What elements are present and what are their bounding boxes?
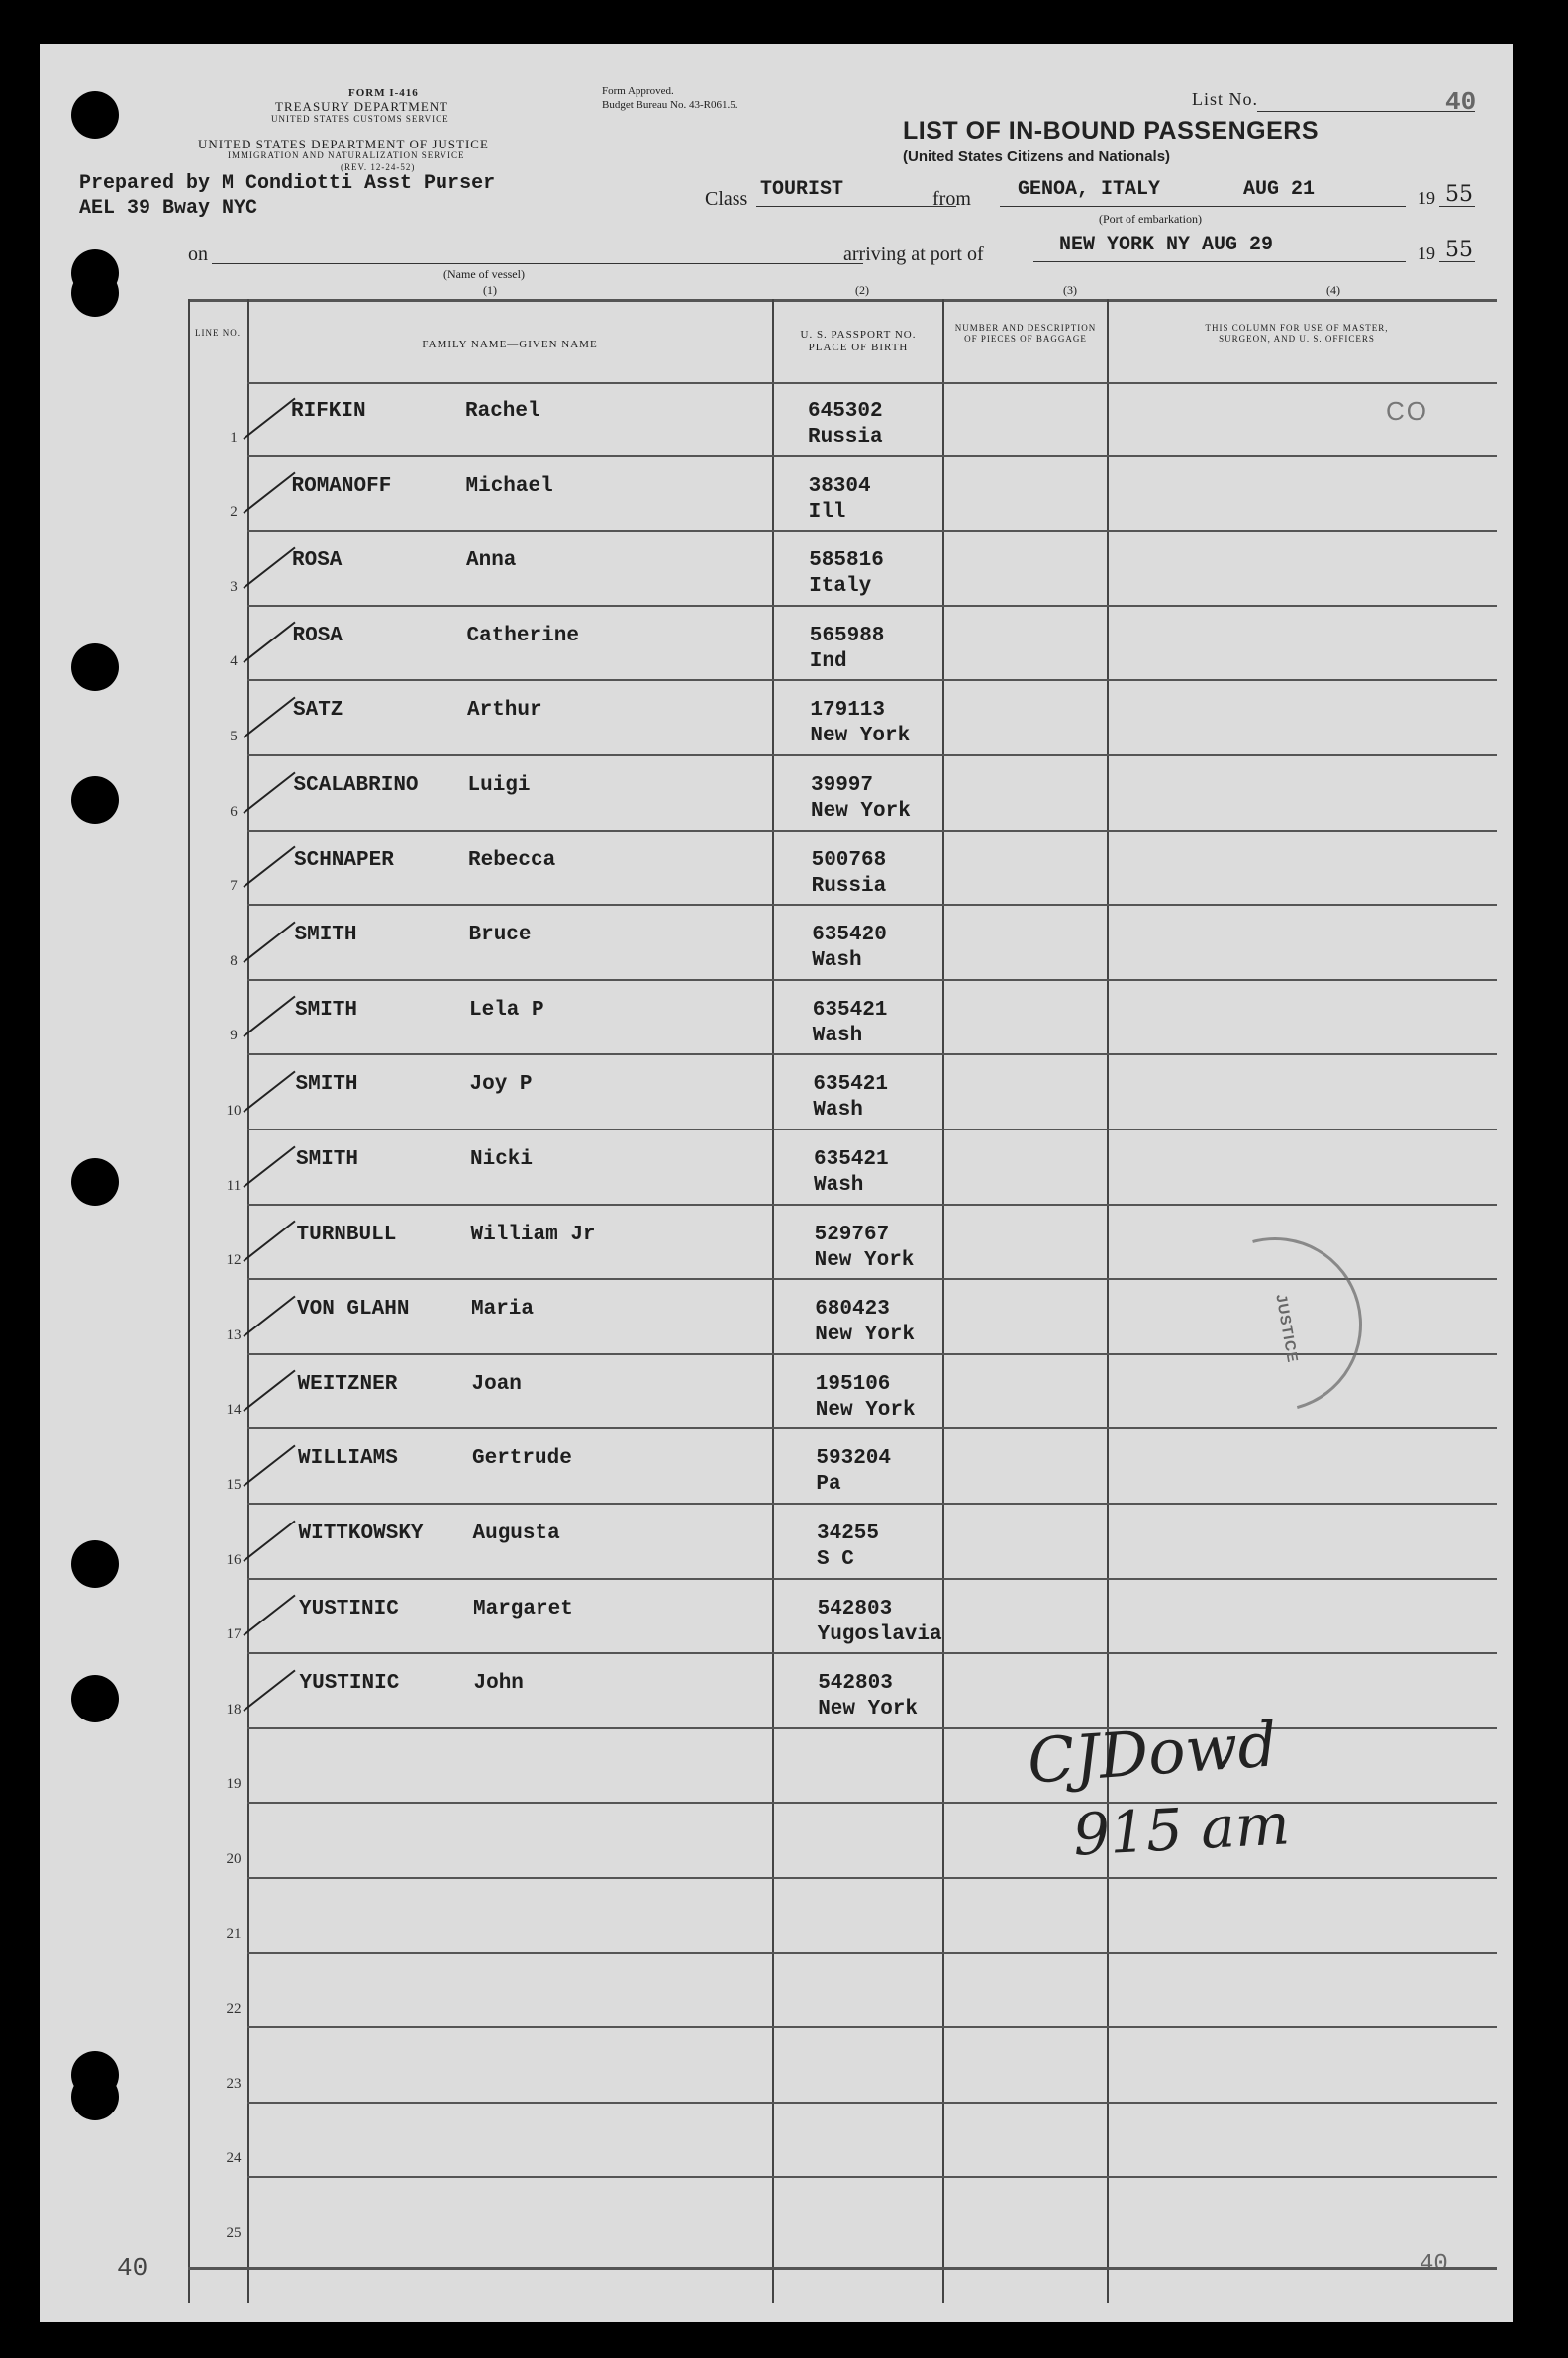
customs-label: UNITED STATES CUSTOMS SERVICE <box>271 114 449 124</box>
given-name: Maria <box>471 1298 535 1321</box>
line-number: 22 <box>226 2001 242 2016</box>
line-number: 4 <box>230 653 238 669</box>
check-mark <box>243 1445 295 1487</box>
family-name: YUSTINIC <box>299 1598 399 1621</box>
line-number: 17 <box>226 1626 242 1642</box>
table-top-border <box>188 299 1497 302</box>
row-divider <box>247 1503 1497 1505</box>
header-passport: U. S. PASSPORT NO. PLACE OF BIRTH <box>800 329 917 353</box>
given-name: John <box>473 1672 524 1695</box>
line-number: 7 <box>230 878 238 894</box>
line-number: 21 <box>226 1926 242 1942</box>
check-mark <box>243 398 295 440</box>
row-divider <box>247 1053 1497 1055</box>
ins-label: IMMIGRATION AND NATURALIZATION SERVICE <box>228 150 465 160</box>
place-of-birth: Russia <box>808 426 883 448</box>
row-divider <box>247 455 1497 457</box>
page-number-left: 40 <box>117 2253 148 2283</box>
passport-number: 529767 <box>814 1224 890 1246</box>
row-divider <box>247 2102 1497 2104</box>
passport-number: 195106 <box>815 1373 891 1396</box>
document-page <box>40 44 1513 2322</box>
passport-number: 542803 <box>817 1598 893 1621</box>
binder-hole <box>71 643 119 691</box>
check-mark <box>243 1146 295 1188</box>
column-4-label: (4) <box>1326 283 1340 297</box>
list-no-value: 40 <box>1445 87 1477 117</box>
line-number: 24 <box>226 2150 242 2166</box>
check-mark <box>243 1071 295 1113</box>
justice-stamp <box>1156 1206 1394 1443</box>
binder-hole <box>71 1540 119 1588</box>
check-mark <box>243 1221 295 1262</box>
family-name: ROSA <box>292 625 343 647</box>
passport-number: 635420 <box>812 924 887 946</box>
given-name: Joy P <box>469 1073 533 1096</box>
class-value: TOURIST <box>760 178 844 201</box>
line-number: 16 <box>226 1552 242 1568</box>
place-of-birth: Yugoslavia <box>817 1623 942 1646</box>
check-mark <box>243 996 295 1037</box>
place-of-birth: New York <box>815 1324 916 1346</box>
family-name: VON GLAHN <box>297 1298 410 1321</box>
row-divider <box>247 605 1497 607</box>
line-number: 5 <box>230 729 238 744</box>
name-divider <box>772 299 774 2303</box>
given-name: Catherine <box>466 625 579 647</box>
place-of-birth: Pa <box>816 1473 841 1496</box>
binder-hole <box>71 776 119 824</box>
year2-underline <box>1439 261 1475 262</box>
treasury-label: TREASURY DEPARTMENT <box>275 99 449 114</box>
form-approved: Form Approved. <box>602 85 674 97</box>
given-name: Anna <box>466 549 517 572</box>
header-baggage: NUMBER AND DESCRIPTION OF PIECES OF BAGGAGE <box>954 323 1097 344</box>
check-mark <box>243 1296 295 1337</box>
check-mark <box>243 1670 295 1712</box>
year-prefix: 19 <box>1418 188 1435 208</box>
check-mark <box>243 1595 295 1636</box>
row-divider <box>247 530 1497 532</box>
arriving-underline <box>1033 261 1406 262</box>
line-number: 25 <box>226 2225 242 2241</box>
family-name: SMITH <box>294 924 357 946</box>
from-underline <box>1000 206 1406 207</box>
row-divider <box>247 1727 1497 1729</box>
given-name: Margaret <box>473 1598 573 1621</box>
place-of-birth: New York <box>815 1399 916 1422</box>
given-name: Lela P <box>469 999 544 1022</box>
passport-number: 635421 <box>812 999 888 1022</box>
place-of-birth: Ill <box>808 501 846 524</box>
row-divider <box>247 1652 1497 1654</box>
check-mark <box>243 922 295 963</box>
header-line-no: LINE NO. <box>195 328 241 338</box>
binder-hole <box>71 91 119 139</box>
family-name: WITTKOWSKY <box>298 1523 424 1545</box>
vessel-underline <box>212 263 863 264</box>
given-name: Bruce <box>468 924 532 946</box>
family-name: SCHNAPER <box>294 849 394 872</box>
column-2-label: (2) <box>855 283 869 297</box>
passport-number: 39997 <box>811 774 874 797</box>
passport-number: 34255 <box>817 1523 880 1545</box>
row-divider <box>247 679 1497 681</box>
place-of-birth: Ind <box>809 650 847 673</box>
arriving-value: NEW YORK NY AUG 29 <box>1059 234 1274 256</box>
place-of-birth: Wash <box>812 1025 863 1047</box>
from-value: GENOA, ITALY <box>1018 178 1161 201</box>
header-bottom-border <box>247 382 1497 384</box>
header-officers: THIS COLUMN FOR USE OF MASTER, SURGEON, AND U. S. OFFICERS <box>1205 323 1389 344</box>
passport-number: 542803 <box>818 1672 893 1695</box>
binder-hole <box>71 269 119 317</box>
row-divider <box>247 904 1497 906</box>
family-name: SMITH <box>295 1073 358 1096</box>
check-mark <box>243 472 295 514</box>
baggage-divider <box>1107 299 1109 2303</box>
binder-hole <box>71 2073 119 2120</box>
line-number: 6 <box>230 804 238 820</box>
justice-stamp-text: JUSTICE <box>1272 1293 1302 1365</box>
place-of-birth: New York <box>811 800 911 823</box>
line-number: 8 <box>230 953 238 969</box>
line-number: 1 <box>230 430 238 445</box>
on-label: on <box>188 244 208 265</box>
page-subtitle: (United States Citizens and Nationals) <box>903 148 1171 165</box>
place-of-birth: Italy <box>809 575 872 598</box>
line-number: 19 <box>226 1776 242 1792</box>
year-value: 55 <box>1445 182 1473 207</box>
budget-bureau: Budget Bureau No. 43-R061.5. <box>602 99 738 111</box>
line-number: 9 <box>230 1028 238 1043</box>
inspector-signature: CJDowd <box>1025 1708 1280 1798</box>
justice-label: UNITED STATES DEPARTMENT OF JUSTICE <box>198 137 489 151</box>
check-mark <box>243 846 295 888</box>
family-name: SATZ <box>293 699 343 722</box>
check-mark <box>243 697 295 738</box>
row-divider <box>247 1877 1497 1879</box>
given-name: Joan <box>471 1373 522 1396</box>
year2-value: 55 <box>1445 238 1473 262</box>
row-divider <box>247 1129 1497 1130</box>
binder-hole <box>71 1675 119 1722</box>
family-name: ROMANOFF <box>291 475 392 498</box>
year-underline <box>1439 206 1475 207</box>
passport-number: 645302 <box>808 400 883 423</box>
vessel-caption: (Name of vessel) <box>443 267 525 281</box>
passport-number: 635421 <box>814 1148 889 1171</box>
passport-number: 593204 <box>816 1447 892 1470</box>
line-number: 3 <box>230 579 238 595</box>
prepared-address: AEL 39 Bway NYC <box>79 197 258 220</box>
page-number-right: 40 <box>1420 2251 1448 2278</box>
family-name: WEITZNER <box>297 1373 398 1396</box>
line-number: 12 <box>226 1252 242 1268</box>
check-mark <box>243 1521 295 1562</box>
table-left-border <box>188 299 190 2303</box>
place-of-birth: Russia <box>811 875 887 898</box>
line-number: 18 <box>226 1702 242 1718</box>
passport-number: 565988 <box>809 625 885 647</box>
line-number: 23 <box>226 2076 242 2092</box>
row-divider <box>247 1952 1497 1954</box>
from-label: from <box>932 188 971 210</box>
rev-label: (REV. 12-24-52) <box>341 162 416 172</box>
family-name: SMITH <box>295 999 358 1022</box>
family-name: RIFKIN <box>291 400 366 423</box>
passport-number: 635421 <box>813 1073 889 1096</box>
given-name: Rachel <box>465 400 540 423</box>
table-bottom-border <box>188 2267 1497 2270</box>
family-name: TURNBULL <box>296 1224 397 1246</box>
class-underline <box>756 206 956 207</box>
line-number: 11 <box>226 1178 242 1194</box>
place-of-birth: Wash <box>814 1174 864 1197</box>
column-1-label: (1) <box>483 283 497 297</box>
line-number: 10 <box>226 1103 242 1119</box>
place-of-birth: New York <box>810 725 911 747</box>
family-name: SCALABRINO <box>293 774 419 797</box>
line-number: 20 <box>226 1851 242 1867</box>
row-divider <box>247 1802 1497 1804</box>
row-divider <box>247 2176 1497 2178</box>
row-divider <box>247 979 1497 981</box>
line-number: 13 <box>226 1327 242 1343</box>
given-name: Luigi <box>467 774 531 797</box>
check-mark <box>243 622 295 663</box>
list-no-label: List No. <box>1192 89 1259 109</box>
line-number: 2 <box>230 504 238 520</box>
check-mark <box>243 772 295 814</box>
line-number: 14 <box>226 1402 242 1418</box>
given-name: Nicki <box>470 1148 534 1171</box>
check-mark <box>243 1370 295 1412</box>
passport-number: 38304 <box>808 475 871 498</box>
page-title: LIST OF IN-BOUND PASSENGERS <box>903 117 1320 145</box>
row-divider <box>247 1204 1497 1206</box>
embark-caption: (Port of embarkation) <box>1099 212 1202 226</box>
row-divider <box>247 1427 1497 1429</box>
row-divider <box>247 830 1497 832</box>
given-name: Rebecca <box>468 849 556 872</box>
year2-prefix: 19 <box>1418 244 1435 263</box>
passport-number: 680423 <box>815 1298 890 1321</box>
prepared-by: Prepared by M Condiotti Asst Purser <box>79 172 496 195</box>
given-name: Gertrude <box>472 1447 572 1470</box>
place-of-birth: S C <box>817 1548 854 1571</box>
family-name: YUSTINIC <box>299 1672 400 1695</box>
row-divider <box>247 754 1497 756</box>
officer-mark: CO <box>1386 396 1428 426</box>
family-name: ROSA <box>292 549 343 572</box>
form-number: FORM I-416 <box>348 87 419 99</box>
place-of-birth: Wash <box>813 1099 863 1122</box>
check-mark <box>243 547 295 589</box>
given-name: William Jr <box>470 1224 596 1246</box>
row-divider <box>247 1578 1497 1580</box>
given-name: Michael <box>465 475 553 498</box>
given-name: Arthur <box>467 699 542 722</box>
binder-hole <box>71 1158 119 1206</box>
given-name: Augusta <box>472 1523 560 1545</box>
family-name: WILLIAMS <box>298 1447 398 1470</box>
passport-number: 500768 <box>811 849 887 872</box>
column-3-label: (3) <box>1063 283 1077 297</box>
place-of-birth: New York <box>814 1249 915 1272</box>
line-number: 15 <box>226 1477 242 1493</box>
arriving-label: arriving at port of <box>843 244 984 265</box>
family-name: SMITH <box>296 1148 359 1171</box>
list-no-underline <box>1257 111 1475 112</box>
passport-number: 179113 <box>810 699 886 722</box>
place-of-birth: New York <box>818 1698 919 1720</box>
passport-divider <box>942 299 944 2303</box>
inspection-time: 915 am <box>1071 1790 1292 1869</box>
class-label: Class <box>705 188 748 210</box>
row-divider <box>247 2026 1497 2028</box>
place-of-birth: Wash <box>812 949 862 972</box>
header-name: FAMILY NAME—GIVEN NAME <box>422 339 598 350</box>
from-date: AUG 21 <box>1243 178 1316 201</box>
passport-number: 585816 <box>809 549 884 572</box>
